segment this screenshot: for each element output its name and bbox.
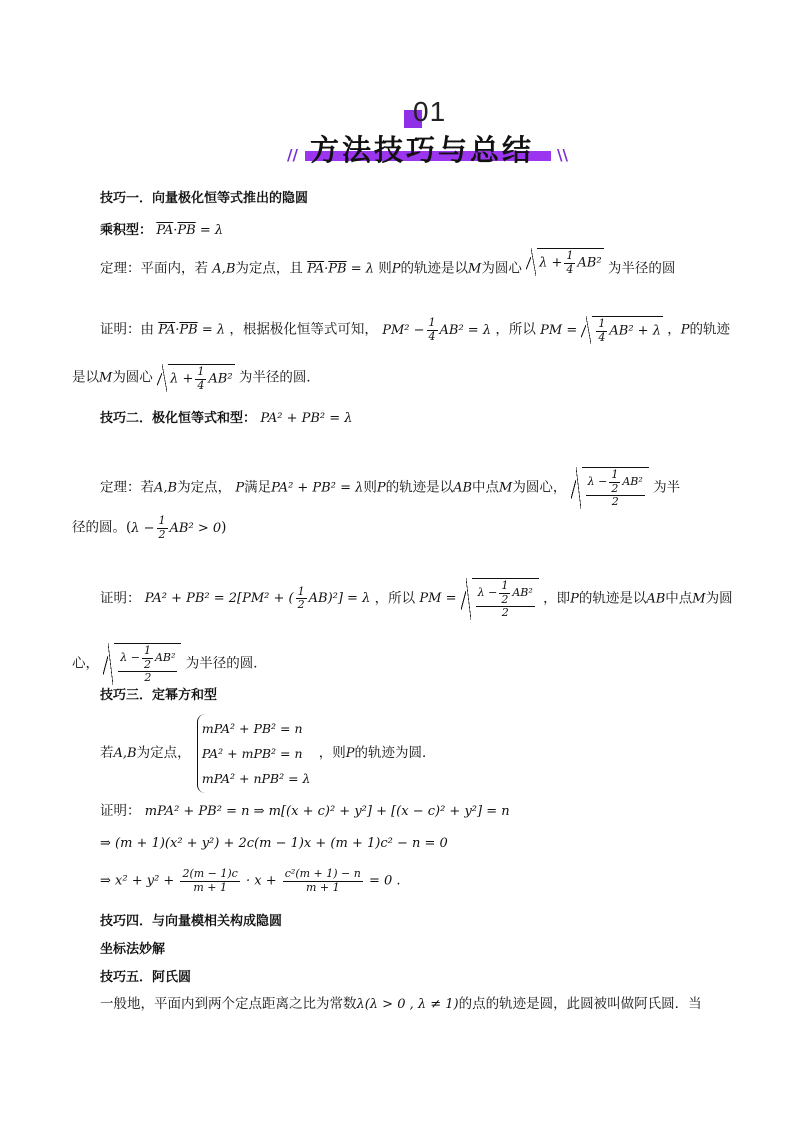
tip1-heading: 技巧一．向量极化恒等式推出的隐圆 [100,191,309,206]
proof-step-3b: · x + [245,873,277,889]
lambda-plus: λ + [170,371,194,387]
ab-squared: AB² [622,475,643,489]
lambda-plus: λ + [539,255,563,271]
math-ab: A,B [113,746,137,761]
text: 的轨迹是以 [385,479,454,496]
frac-den: 4 [566,262,574,276]
text: ，所以 [374,590,416,607]
theorem-label: 定理：平面内，若 [100,260,208,277]
text: 为定点，且 [235,260,303,277]
ab-squared: AB² [609,323,634,339]
proof-step-1: mPA² + PB² = n ⇒ m[(x + c)² + y²] + [(x − c)² + y²] = n [144,804,510,819]
system-eq-3: mPA² + nPB² = λ [201,771,311,786]
tip1-proof-line: 证明：由 $\overline{PA}\cdot\overline{PB} = \lambda$ ，根据极化恒等式可知， PM² − $\frac{1}{4}$ AB² = λ ，所以 PM = $\frac{1}{4}$ AB² + λ ，P的轨迹 [100,316,730,344]
text: 若 [100,745,114,761]
text: ) [221,519,227,536]
math-m: M [99,370,113,386]
pm-eq: PM = [419,591,457,607]
tip2-radius-radical [103,643,181,685]
proof-expr: PA² + PB² = 2[PM² + ( [144,591,294,607]
left-slash-decoration: // [287,146,298,164]
tip1-theorem-line: 定理：平面内，若 A,B为定点，且 $\overline{PA}\cdot\overline{PB} = \lambda$ 则P的轨迹是以M为圆心 λ + $\frac{1}{4}$ AB² 为半径的圆 [100,249,676,277]
pm-squared-minus: PM² − [382,322,425,338]
sum-squares-formula: PA² + PB² = λ [260,411,353,426]
equation-system [197,714,311,793]
text: 是以 [72,369,99,386]
proof-label: 证明：由 [100,321,154,338]
eq-lambda: = λ [195,223,224,238]
ab-squared: AB² [439,322,464,338]
radius-radical [526,248,603,276]
frac-den: m + 1 [193,880,227,894]
math-p: P [680,322,690,338]
page-title: 方法技巧与总结 [310,133,535,167]
ab-squared: AB² [154,651,176,665]
text: ， [667,321,681,338]
frac-den: 4 [197,378,205,392]
text: ，根据极化恒等式可知， [229,321,378,338]
lambda-condition: λ(λ > 0 , λ ≠ 1) [356,997,459,1012]
frac-num: 1 [611,468,619,481]
pm-eq: PM = [540,322,578,338]
proof-step-3c: = 0 . [368,873,401,889]
proof-step-3 [100,868,401,894]
frac-den: 2 [143,657,151,671]
tip2-theorem-line-2 [72,515,226,541]
vec-pb: $\overline{PB}$ [328,261,347,277]
tip2-proof-line [100,578,733,620]
theorem-label: 定理：若 [100,479,154,496]
frac-den: 2 [158,527,166,541]
system-eq-2: PA² + mPB² = n [201,746,303,761]
condition-gt: AB² > 0 [169,520,222,536]
math-ab-seg: AB [453,480,473,496]
text: 的轨迹是以 [400,260,469,277]
text: 为圆 [705,590,733,607]
eq-lambda: = λ [346,261,374,277]
frac-num: 1 [197,365,205,378]
vec-pa: $\overline{PA}$ [158,322,176,338]
dot-product-formula: $\overline{PA}\cdot\overline{PB} = \lambda$ [156,223,224,238]
frac-den: 2 [611,481,619,495]
frac-num: 1 [297,584,305,598]
math-ab: A,B [212,261,236,277]
text: 的点的轨迹是圆，此圆被叫做阿氏圆．当 [458,996,702,1012]
frac-den: 4 [598,330,606,344]
math-ab-seg: AB [646,591,666,607]
radius-radical [157,364,234,392]
text: 为半径的圆 [607,260,676,277]
math-p: P [376,480,386,496]
sum-squares-formula: PA² + PB² = λ [271,480,364,496]
tip5-text-line [100,998,702,1012]
section-number: 01 [413,96,447,127]
frac-num: 2(m − 1)c [182,867,238,880]
right-slash-decoration: \\ [557,146,568,164]
tip3-proof-line-1 [100,805,510,819]
eq-lambda: = λ [463,322,492,338]
frac-den: m + 1 [305,880,340,894]
text: ，即 [543,590,571,607]
math-m: M [468,261,482,277]
text: 则 [363,479,377,496]
text: 为圆心 [112,369,153,386]
lambda-minus: λ − [587,475,608,489]
tip2-heading: 技巧二．极化恒等式和型： [100,411,257,426]
text: 心， [72,655,99,672]
tip1-type-line [100,224,223,238]
math-m: M [499,480,513,496]
tip5-heading: 技巧五．阿氏圆 [100,970,192,985]
text: 为圆心 [481,260,522,277]
frac-den: 2 [297,598,305,612]
pm-radical: $\frac{1}{4}$ AB² + λ [581,316,663,344]
pm-radical [461,578,539,620]
tip2-radius-radical [571,467,649,509]
vec-pb: $\overline{PB}$ [177,223,196,238]
text: 中点 [472,479,500,496]
text: 为半径的圆． [185,655,267,672]
frac-num: 1 [143,644,151,657]
math-p: P [391,261,401,277]
proof-expr-end: AB)²] = λ [308,591,371,607]
text: 为半径的圆． [238,369,320,386]
tip3-theorem-line [100,714,436,793]
tip1-type-label: 乘积型： [100,223,153,238]
text: 为半 [653,479,681,496]
lambda-minus: λ − [477,586,498,600]
frac-num: 1 [501,579,509,592]
text: 的轨迹为圆． [354,745,436,761]
vec-pa: $\overline{PA}$ [156,223,174,238]
text: 满足 [244,479,272,496]
text: 为定点， [136,745,191,761]
text: ，所以 [495,321,536,338]
text: 径的圆。( [72,519,132,536]
proof-step-2: ⇒ (m + 1)(x² + y²) + 2c(m − 1)x + (m + 1)c² − n = 0 [100,836,448,851]
frac-num: 1 [566,249,574,262]
text: 中点 [665,590,693,607]
frac-num: 1 [428,316,436,329]
ab-squared: AB² [208,371,233,387]
ab-squared: AB² [512,586,533,600]
text: 的轨迹是以 [578,590,647,607]
frac-den: 2 [144,671,152,685]
math-p: P [235,480,245,496]
tip1-proof-line-2 [72,364,320,392]
frac-den: 2 [501,592,509,606]
proof-label: 证明： [100,803,141,819]
proof-step-3a: ⇒ x² + y² + [100,873,175,889]
lambda-minus: λ − [120,651,140,665]
vec-pb: $\overline{PB}$ [179,322,198,338]
lambda-minus: λ − [131,520,155,536]
ab-squared: AB² [577,255,602,271]
frac-num: c²(m + 1) − n [284,867,361,880]
frac-den: 4 [428,329,436,343]
tip4-heading: 技巧四．与向量模相关构成隐圆 [100,914,283,929]
tip4-subheading: 坐标法妙解 [100,942,166,957]
text: 则 [378,260,392,277]
tip2-proof-line-2 [72,643,267,685]
proof-label: 证明： [100,590,141,607]
tip3-heading: 技巧三．定幂方和型 [100,688,218,703]
frac-num: 1 [158,514,166,527]
math-m: M [692,591,706,607]
text: 为圆心， [512,479,567,496]
text: 为定点， [177,479,232,496]
text: ，则 [318,745,346,761]
vec-pa: $\overline{PA}$ [307,261,325,277]
tip2-heading-line [100,412,353,426]
math-ab: A,B [154,480,178,496]
math-p: P [345,746,355,761]
eq-lambda: = λ [197,322,226,338]
text: 一般地，平面内到两个定点距离之比为常数 [100,996,357,1012]
system-eq-1: mPA² + PB² = n [201,721,303,736]
frac-num: 1 [598,317,606,330]
frac-den: 2 [611,495,619,509]
math-p: P [570,591,579,607]
text: 的轨迹 [689,321,730,338]
tip2-theorem-line [100,467,680,509]
frac-den: 2 [501,606,509,620]
